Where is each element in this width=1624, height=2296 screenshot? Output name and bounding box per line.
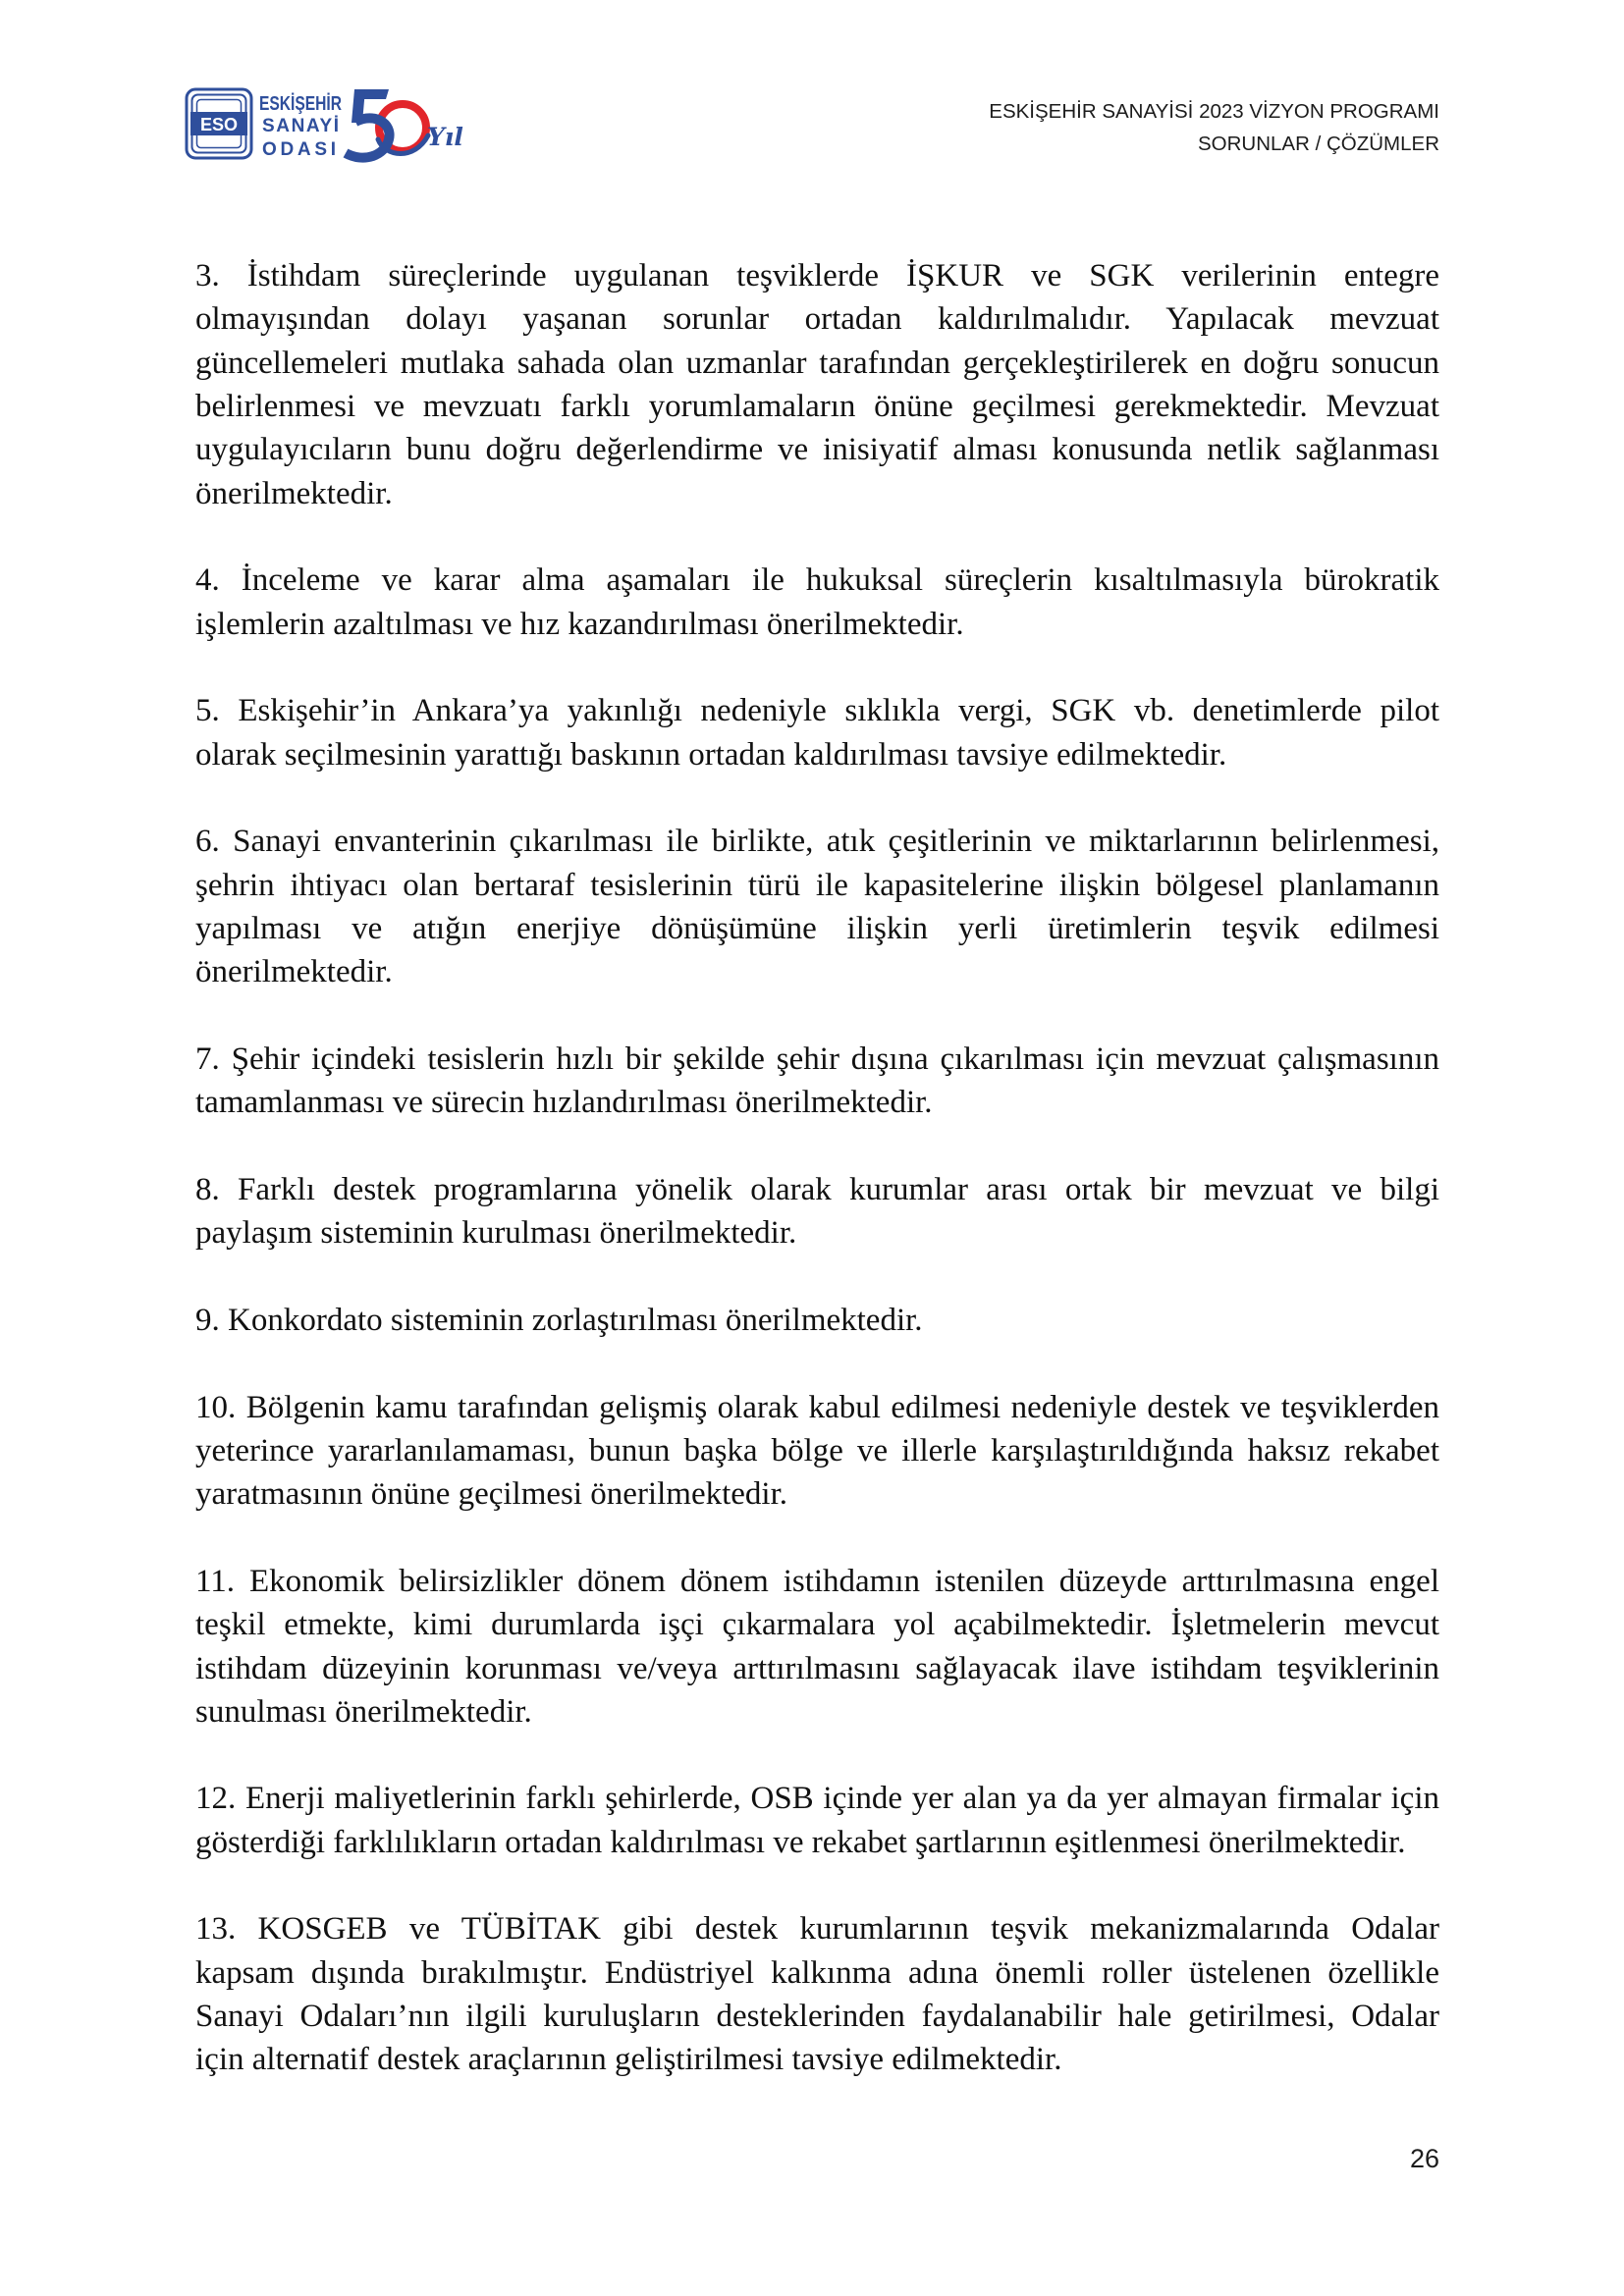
logo-name-line-2: SANAYİ <box>262 116 339 136</box>
recommendation-11 <box>195 1560 1439 1734</box>
text-line: 10. Bölgenin kamu tarafından gelişmiş olarak kabul edilmesi nedeniyle destek ve teşviklerden <box>195 1389 1439 1425</box>
text-line: 5. Eskişehir’in Ankara’ya yakınlığı nedeniyle sıklıkla vergi, SGK vb. denetimlerde pilot <box>195 693 1439 729</box>
text-line: işlemlerin azaltılması ve hız kazandırılması önerilmektedir. <box>195 606 964 642</box>
recommendation-8 <box>195 1168 1439 1255</box>
text-line: yaratmasının önüne geçilmesi önerilmektedir. <box>195 1476 787 1513</box>
logo-name-line-3: ODASI <box>262 139 336 160</box>
text-line: tamamlanması ve sürecin hızlandırılması önerilmektedir. <box>195 1085 933 1121</box>
recommendation-5 <box>195 689 1439 776</box>
recommendation-10 <box>195 1386 1439 1517</box>
header-title-line-1: ESKİŞEHİR SANAYİSİ 2023 VİZYON PROGRAMI <box>989 100 1439 123</box>
text-line: kapsam dışında bırakılmıştır. Endüstriyel kalkınma adına önemli roller üstelenen özellikle <box>195 1954 1439 1991</box>
text-line: belirlenmesi ve mevzuatı farklı yorumlamaların önüne geçilmesi gerekmektedir. Mevzuat <box>195 388 1439 424</box>
text-line: 12. Enerji maliyetlerinin farklı şehirlerde, OSB içinde yer alan ya da yer almayan firmalar için <box>195 1781 1439 1817</box>
text-line: önerilmektedir. <box>195 475 393 511</box>
text-line: paylaşım sisteminin kurulması önerilmektedir. <box>195 1215 797 1252</box>
header-title-line-2: SORUNLAR / ÇÖZÜMLER <box>1197 133 1439 155</box>
text-line: teşkil etmekte, kimi durumlarda işçi çıkarmalara yol açabilmektedir. İşletmelerin mevcut <box>195 1607 1439 1643</box>
text-line: 9. Konkordato sisteminin zorlaştırılması önerilmektedir. <box>195 1302 923 1338</box>
text-line: 13. KOSGEB ve TÜBİTAK gibi destek kurumlarının teşvik mekanizmalarında Odalar <box>195 1911 1439 1948</box>
eso-emblem <box>187 89 251 158</box>
text-line: sunulması önerilmektedir. <box>195 1693 532 1730</box>
recommendation-12 <box>195 1777 1439 1864</box>
recommendation-9 <box>195 1299 1439 1342</box>
text-line: 7. Şehir içindeki tesislerin hızlı bir şekilde şehir dışına çıkarılması için mevzuat çalışmasının <box>195 1041 1439 1077</box>
document-header-title <box>989 95 1439 160</box>
recommendation-4 <box>195 559 1439 646</box>
body-text <box>195 254 1439 2082</box>
text-line: olarak seçilmesinin yarattığı baskının ortadan kaldırılması tavsiye edilmektedir. <box>195 736 1227 773</box>
recommendation-7 <box>195 1038 1439 1125</box>
emblem-text: ESO <box>199 115 239 134</box>
page-number: 26 <box>1409 2144 1439 2173</box>
text-line: 6. Sanayi envanterinin çıkarılması ile birlikte, atık çeşitlerinin ve miktarlarının belirlenmesi, <box>195 824 1439 860</box>
text-line: şehrin ihtiyacı olan bertaraf tesislerinin türü ile kapasitelerine ilişkin bölgesel planlamanın <box>195 867 1439 903</box>
eso-50-year-logo <box>183 84 467 163</box>
recommendation-6 <box>195 820 1439 993</box>
text-line: önerilmektedir. <box>195 954 393 990</box>
text-line: 11. Ekonomik belirsizlikler dönem dönem istihdamın istenilen düzeyde arttırılmasına engel <box>195 1563 1439 1599</box>
text-line: 4. İnceleme ve karar alma aşamaları ile hukuksal süreçlerin kısaltılmasıyla bürokratik <box>195 562 1439 599</box>
text-line: olmayışından dolayı yaşanan sorunlar ortadan kaldırılmalıdır. Yapılacak mevzuat <box>195 301 1439 338</box>
anniversary-50-mark <box>346 89 428 158</box>
logo-name-line-1: ESKİŞEHİR <box>259 93 365 115</box>
recommendation-13 <box>195 1907 1439 2081</box>
text-line: Sanayi Odaları’nın ilgili kuruluşların desteklerinden faydalanabilir hale getirilmesi, Odalar <box>195 1999 1439 2035</box>
text-line: için alternatif destek araçlarının geliştirilmesi tavsiye edilmektedir. <box>195 2042 1062 2078</box>
anniversary-word: Yıl <box>427 123 463 151</box>
text-line: istihdam düzeyinin korunması ve/veya arttırılmasını sağlayacak ilave istihdam teşviklerinin <box>195 1650 1439 1686</box>
text-line: 3. İstihdam süreçlerinde uygulanan teşviklerde İŞKUR ve SGK verilerinin entegre <box>195 258 1439 294</box>
recommendation-3 <box>195 254 1439 515</box>
text-line: 8. Farklı destek programlarına yönelik olarak kurumlar arası ortak bir mevzuat ve bilgi <box>195 1171 1439 1207</box>
text-line: yapılması ve atığın enerjiye dönüşümüne ilişkin yerli üretimlerin teşvik edilmesi <box>195 910 1439 946</box>
text-line: güncellemeleri mutlaka sahada olan uzmanlar tarafından gerçekleştirilerek en doğru sonucun <box>195 345 1439 381</box>
text-line: yeterince yararlanılamaması, bunun başka bölge ve illerle karşılaştırıldığında haksız rekabet <box>195 1432 1439 1468</box>
text-line: uygulayıcıların bunu doğru değerlendirme ve inisiyatif alması konusunda netlik sağlanması <box>195 432 1439 468</box>
text-line: gösterdiği farklılıkların ortadan kaldırılması ve rekabet şartlarının eşitlenmesi önerilmektedir. <box>195 1824 1406 1860</box>
